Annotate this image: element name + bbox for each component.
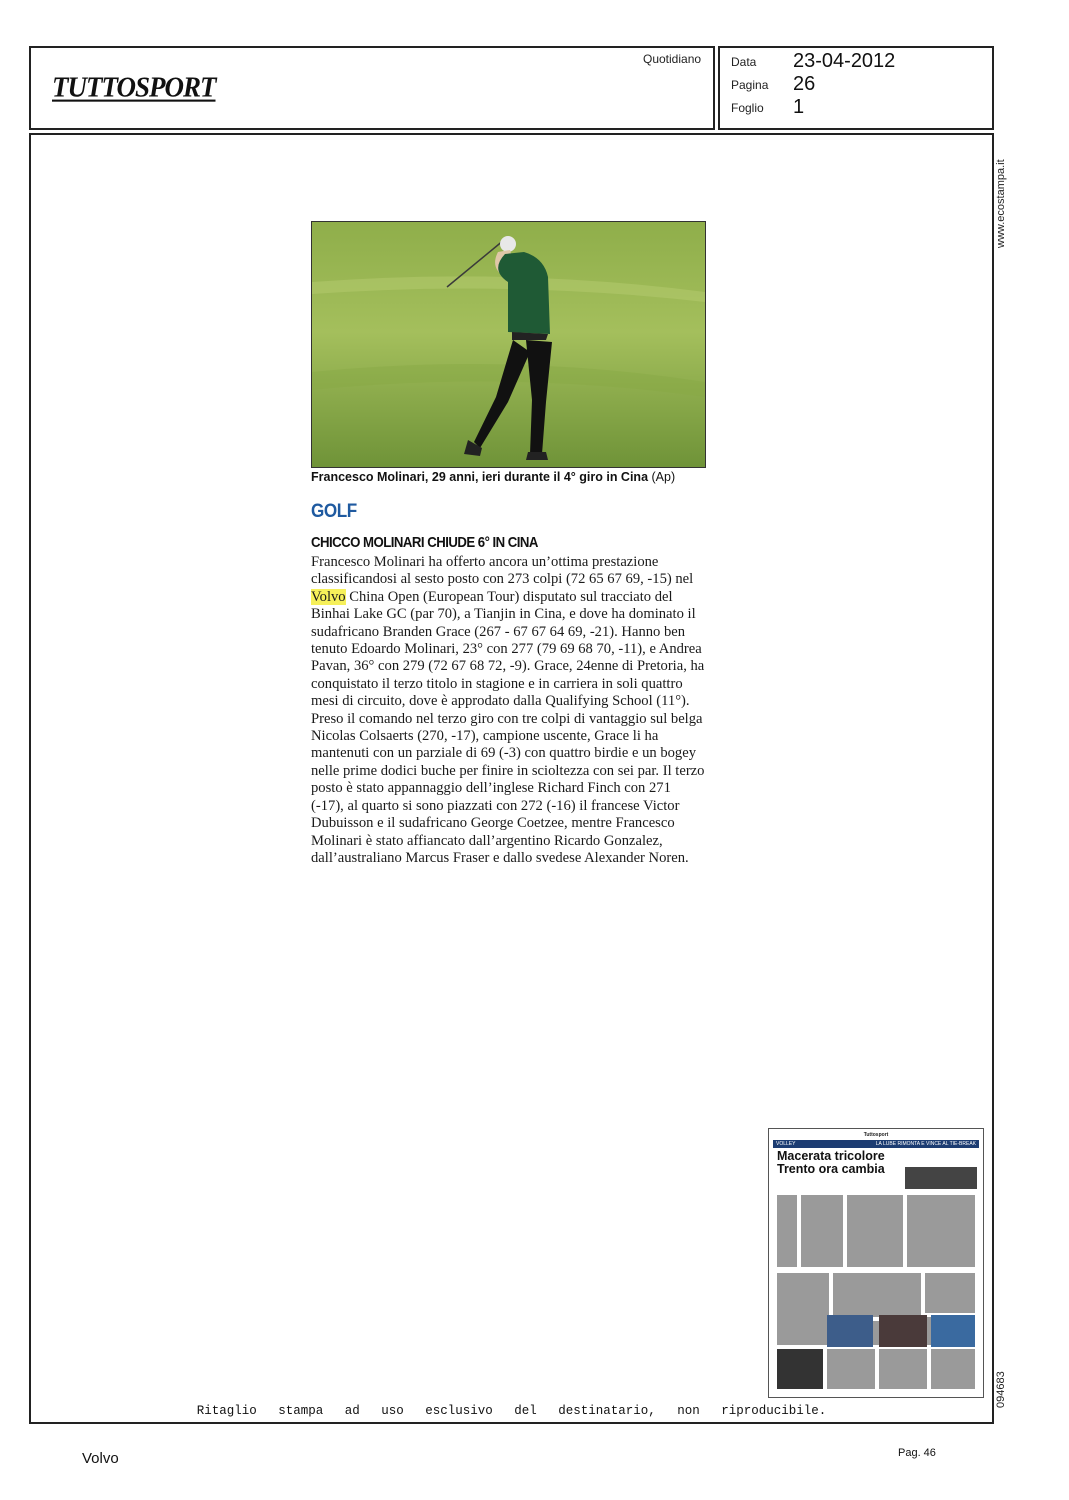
thumbnail-bar-right: LA LUBE RIMONTA E VINCE AL TIE-BREAK (875, 1141, 976, 1147)
publication-logo: TUTTOSPORT (52, 71, 216, 103)
side-url: www.ecostampa.it (995, 159, 1007, 248)
section-label: GOLF (311, 501, 357, 522)
thumbnail-masthead: Tuttosport (863, 1132, 889, 1138)
article-body-start: Francesco Molinari ha offerto ancora un’ottima prestazione classificandosi al sesto posto con 273 colpi (72 65 67 69, -15) nel (311, 554, 694, 588)
article-body-end: China Open (European Tour) disputato sul tracciato del Binhai Lake GC (par 70), a Tianjin in Cina, e dove ha dominato il sudafricano Branden Grace (267 - 67 67 64 69, -21). Hanno ben tenuto Edoardo Molinari, 23° con 277 (79 69 68 70, -11), e Andrea Pavan, 36° con 279 (72 67 68 72, -9). Grace, 24enne di Pretoria, ha conquistato il terzo titolo in stagione e in carriera in soli quattro mesi di circuito, dove è approdato dalla Qualifying School (11°). Preso il comando nel terzo giro con tre colpi di vantaggio sul belga Nicolas Colsaerts (270, -17), campione uscente, Grace li ha mantenuti con un parziale di 69 (-3) con quattro birdie e un bogey nelle prime dodici buche per finire in scioltezza con sei par. Il terzo posto è stato appannaggio dell’inglese Richard Finch con 271 (-17), al quarto si sono piazzati con 272 (-16) il francese Victor Dubuisson e il sudafricano George Coetzee, mentre Francesco Molinari è stato affiancato dall’argentino Ricardo Gonzalez, dall’australiano Marcus Fraser e dallo svedese Alexander Noren. (311, 588, 705, 866)
page-value: 26 (793, 73, 816, 95)
reproduction-notice: Ritaglio stampa ad uso esclusivo del destinatario, non riproducibile. (196, 1404, 827, 1418)
thumbnail-bar-left: VOLLEY (776, 1141, 796, 1147)
thumbnail-title: Macerata tricolore Trento ora cambia (777, 1149, 885, 1176)
side-code: 094683 (995, 1371, 1007, 1408)
caption-credit: (Ap) (651, 470, 676, 484)
page-number: Pag. 46 (898, 1447, 936, 1459)
sheet-label: Foglio (731, 101, 764, 115)
highlighted-keyword: Volvo (311, 588, 346, 605)
date-label: Data (731, 55, 757, 69)
page-thumbnail (768, 1128, 984, 1398)
date-value: 23-04-2012 (793, 50, 896, 72)
article-body (311, 554, 706, 867)
photo-caption (311, 470, 675, 484)
publication-type: Quotidiano (643, 52, 702, 66)
sheet-value: 1 (793, 96, 805, 118)
golfer-photo (311, 221, 706, 468)
thumbnail-layout (769, 1167, 983, 1395)
client-name: Volvo (82, 1450, 119, 1467)
article-headline: CHICCO MOLINARI CHIUDE 6° IN CINA (311, 534, 538, 551)
caption-text: Francesco Molinari, 29 anni, ieri durante il 4° giro in Cina (311, 470, 649, 484)
thumbnail-bar (773, 1140, 979, 1148)
page-label: Pagina (731, 78, 769, 92)
